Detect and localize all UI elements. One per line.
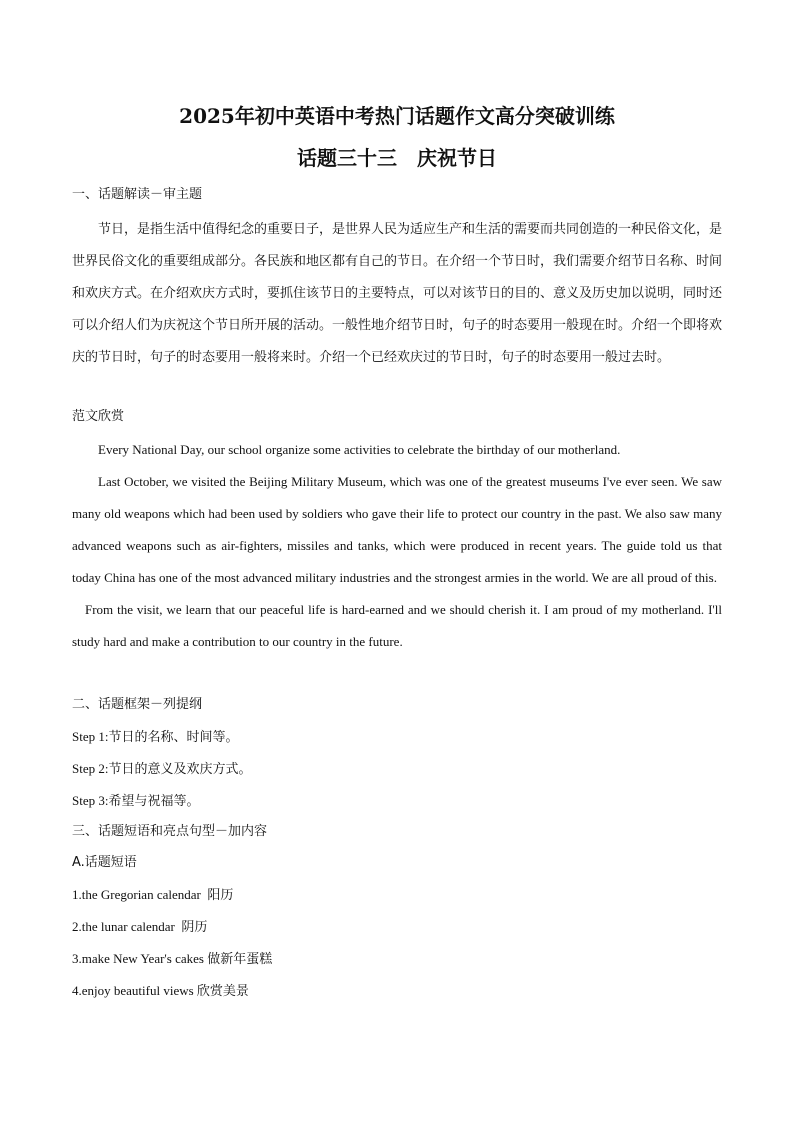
phrase-english: 1.the Gregorian calendar bbox=[72, 887, 201, 902]
step-text: 节日的名称、时间等。 bbox=[108, 730, 239, 745]
phrase-english: 4.enjoy beautiful views bbox=[72, 983, 194, 998]
phrase-chinese: 欣赏美景 bbox=[196, 984, 249, 999]
phrase-item bbox=[72, 949, 722, 970]
sample-heading: 范文欣赏 bbox=[72, 409, 125, 424]
sample-essay bbox=[72, 434, 722, 658]
outline-step-3 bbox=[72, 791, 722, 812]
phrase-chinese: 阳历 bbox=[207, 888, 234, 903]
step-text: 希望与祝福等。 bbox=[108, 794, 200, 809]
step-text: 节日的意义及欢庆方式。 bbox=[108, 762, 252, 777]
topic-title: 话题三十三 庆祝节日 bbox=[297, 146, 497, 170]
step-label: Step 1: bbox=[72, 729, 109, 744]
step-label: Step 3: bbox=[72, 793, 109, 808]
interpretation-paragraph: 节日，是指生活中值得纪念的重要日子，是世界人民为适应生产和生活的需要而共同创造的一种民俗文化，是世界民俗文化的重要组成部分。各民族和地区都有自己的节日。在介绍一个节日时，我们需要介绍节日名称、时间和欢庆方式。在介绍欢庆方式时，要抓住该节日的主要特点，可以对该节日的目的、意义及历史加以说明，同时还可以介绍人们为庆祝这个节日所开展的活动。一般性地介绍节日时，句子的时态要用一般现在时。介绍一个即将欢庆的节日时，句子的时态要用一般将来时。介绍一个已经欢庆过的节日时，句子的时态要用一般过去时。 bbox=[72, 222, 723, 365]
phrase-english: 2.the lunar calendar bbox=[72, 919, 175, 934]
phrase-item bbox=[72, 885, 722, 906]
step-label: Step 2: bbox=[72, 761, 109, 776]
phrase-item bbox=[72, 981, 722, 1002]
outline-step-2 bbox=[72, 759, 722, 780]
phrase-chinese: 做新年蛋糕 bbox=[207, 952, 273, 967]
phrase-chinese: 阴历 bbox=[181, 920, 208, 935]
section3-heading: 三、话题短语和亮点句型－加内容 bbox=[72, 824, 268, 839]
essay-paragraph-3: From the visit, we learn that our peaceful life is hard-earned and we should cherish it. I am proud of my motherland. I'll study hard and make a contribution to our country in the future. bbox=[72, 602, 722, 649]
outline-step-1 bbox=[72, 727, 722, 748]
phrase-english: 3.make New Year's cakes bbox=[72, 951, 204, 966]
essay-paragraph-2: Last October, we visited the Beijing Military Museum, which was one of the greatest museums I've ever seen. We saw many old weapons which had been used by soldiers who gave their life to protect our country in the past. We also saw many advanced weapons such as air-fighters, missiles and tanks, which were produced in recent years. The guide told us that today China has one of the most advanced military industries and the strongest armies in the world. We are all proud of this. bbox=[72, 474, 722, 585]
section1-heading: 一、话题解读－审主题 bbox=[72, 187, 203, 202]
section2-heading: 二、话题框架－列提纲 bbox=[72, 697, 203, 712]
topic-interpretation bbox=[72, 214, 722, 374]
essay-paragraph-1: Every National Day, our school organize some activities to celebrate the birthday of our motherland. bbox=[98, 442, 621, 457]
main-title: 2025年初中英语中考热门话题作文高分突破训练 bbox=[179, 104, 615, 128]
phrase-item bbox=[72, 917, 722, 938]
phrases-subheading: A.话题短语 bbox=[72, 855, 137, 870]
